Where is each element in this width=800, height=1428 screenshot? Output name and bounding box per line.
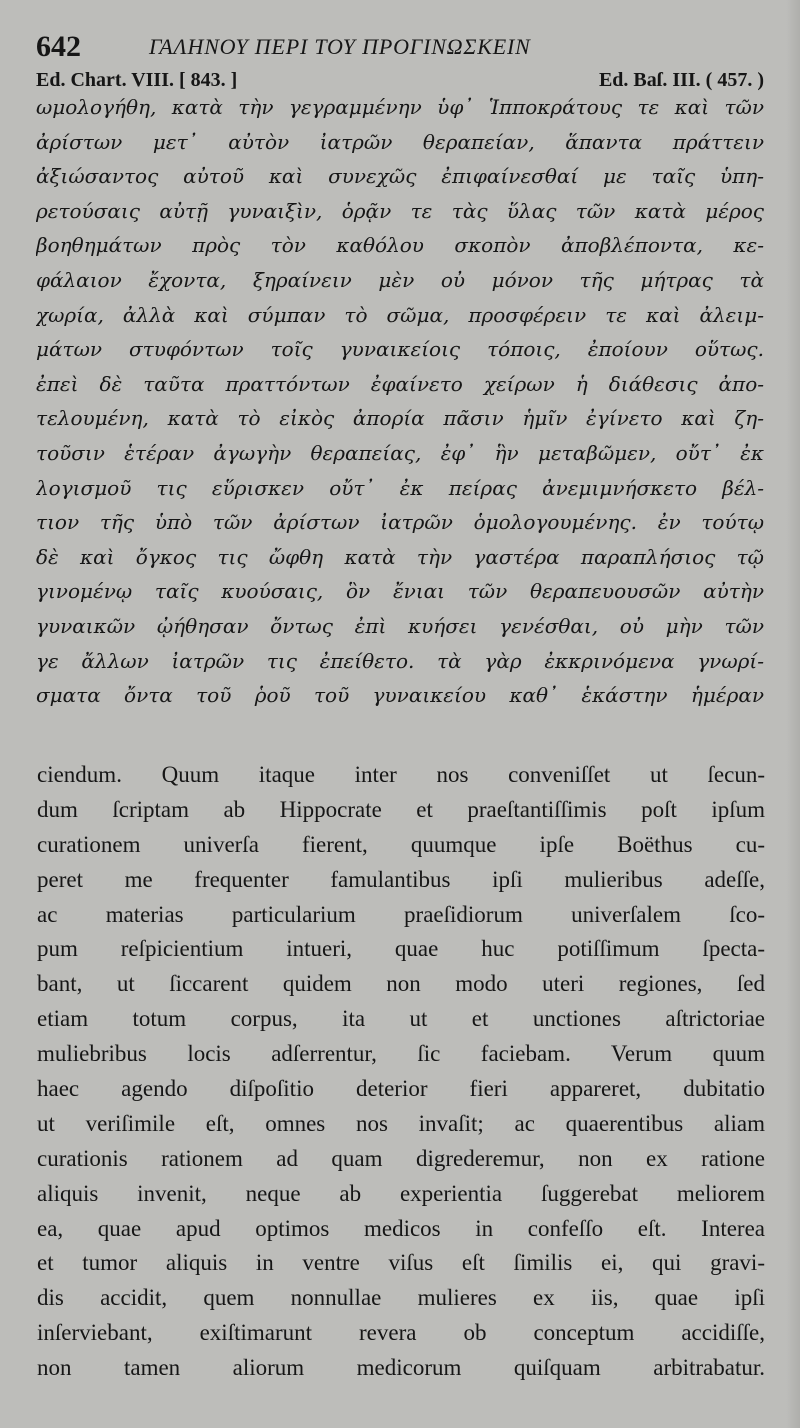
greek-line: τιον τῆς ὑπὸ τῶν ἀρίστων ἰατρῶν ὁμολογουμένης. ἐν τούτῳ xyxy=(36,510,764,535)
latin-line: curationis rationem ad quam digrederemur, non ex ratione xyxy=(37,1145,765,1171)
latin-line: curationem univerſa fierent, quumque ipſe Boëthus cu- xyxy=(37,831,765,857)
greek-line: χωρία, ἀλλὰ καὶ σύμπαν τὸ σῶμα, προσφέρειν τε καὶ ἀλειμ- xyxy=(36,302,764,327)
latin-line: bant, ut ſiccarent quidem non modo uteri regiones, ſed xyxy=(37,971,765,997)
latin-line: dum ſcriptam ab Hippocrate et praeſtantiſſimis poſt ipſum xyxy=(37,796,765,822)
latin-line: peret me frequenter famulantibus ipſi mulieribus adeſſe, xyxy=(37,866,765,892)
greek-line: ἀρίστων μετ᾽ αὐτὸν ἰατρῶν θεραπείαν, ἅπαντα πράττειν xyxy=(36,129,764,154)
greek-line: γε ἄλλων ἰατρῶν τις ἐπείθετο. τὰ γὰρ ἐκκρινόμενα γνωρί- xyxy=(36,648,764,673)
edition-basel-reference: Ed. Baſ. III. ( 457. ) xyxy=(598,69,764,91)
page-header xyxy=(36,30,766,64)
greek-line: λογισμοῦ τις εὕρισκεν οὔτ᾽ ἐκ πείρας ἀνεμιμνήσκετο βέλ- xyxy=(36,475,764,500)
running-title: ΓΑΛΗΝΟΥ ΠΕΡΙ ΤΟΥ ΠΡΟΓΙΝΩΣΚΕΙΝ xyxy=(149,34,531,59)
latin-line: ea, quae apud optimos medicos in confeſſo eſt. Interea xyxy=(37,1215,765,1241)
greek-line: βοηθημάτων πρὸς τὸν καθόλου σκοπὸν ἀποβλέποντα, κε- xyxy=(36,233,764,258)
latin-line: ut veriſimile eſt, omnes nos invaſit; ac quaerentibus aliam xyxy=(37,1110,765,1136)
latin-line: dis accidit, quem nonnullae mulieres ex iis, quae ipſi xyxy=(37,1285,765,1311)
latin-line: aliquis invenit, neque ab experientia ſuggerebat meliorem xyxy=(37,1180,765,1206)
latin-line: etiam totum corpus, ita ut et unctiones aſtrictoriae xyxy=(37,1006,765,1032)
greek-line: φάλαιον ἔχοντα, ξηραίνειν μὲν οὐ μόνον τῆς μήτρας τὰ xyxy=(36,267,764,292)
greek-line: σματα ὄντα τοῦ ῥοῦ τοῦ γυναικείου καθ᾽ ἑκάστην ἡμέραν xyxy=(36,683,764,708)
greek-line: τοῦσιν ἑτέραν ἀγωγὴν θεραπείας, ἐφ᾽ ἣν μεταβῶμεν, οὔτ᾽ ἐκ xyxy=(36,440,764,465)
latin-line: ciendum. Quum itaque inter nos conveniſſet ut ſecun- xyxy=(37,762,765,787)
edition-chartier-reference: Ed. Chart. VIII. [ 843. ] xyxy=(36,69,238,91)
greek-line: ἀξιώσαντος αὐτοῦ καὶ συνεχῶς ἐπιφαίνεσθαί με ταῖς ὑπη- xyxy=(36,164,764,189)
latin-line: muliebribus locis adſerrentur, ſic faciebam. Verum quum xyxy=(37,1041,765,1067)
greek-line: μάτων στυφόντων τοῖς γυναικείοις τόποις, ἐποίουν οὕτως. xyxy=(36,337,764,362)
latin-line: ac materias particularium praeſidiorum univerſalem ſco- xyxy=(37,901,765,927)
greek-line: τελουμένη, κατὰ τὸ εἰκὸς ἀπορία πᾶσιν ἡμῖν ἐγίνετο καὶ ζη- xyxy=(36,406,764,431)
greek-line: γινομένῳ ταῖς κυούσαις, ὃν ἔνιαι τῶν θεραπευουσῶν αὐτὴν xyxy=(36,579,764,604)
latin-line: non tamen aliorum medicorum quiſquam arbitrabatur. xyxy=(37,1355,765,1381)
latin-line: et tumor aliquis in ventre viſus eſt ſimilis ei, qui gravi- xyxy=(37,1250,765,1276)
greek-text-block xyxy=(36,90,764,713)
latin-line: haec agendo diſpoſitio deterior fieri appareret, dubitatio xyxy=(37,1076,765,1102)
greek-line: δὲ καὶ ὄγκος τις ὤφθη κατὰ τὴν γαστέρα παραπλήσιος τῷ xyxy=(36,544,764,569)
latin-line: pum reſpicientium intueri, quae huc potiſſimum ſpecta- xyxy=(37,936,765,962)
greek-line: ἐπεὶ δὲ ταῦτα πραττόντων ἐφαίνετο χείρων ἡ διάθεσις ἀπο- xyxy=(36,371,764,396)
greek-line: ωμολογήθη, κατὰ τὴν γεγραμμένην ὑφ᾽ Ἱπποκράτους τε καὶ τῶν xyxy=(36,95,764,119)
latin-text-block xyxy=(37,758,765,1386)
page-number: 642 xyxy=(36,30,81,63)
greek-line: ρετούσαις αὐτῇ γυναιξὶν, ὁρᾷν τε τὰς ὕλας τῶν κατὰ μέρος xyxy=(36,198,764,223)
latin-line: inſerviebant, exiſtimarunt revera ob conceptum accidiſſe, xyxy=(37,1320,765,1346)
page-edge-shadow xyxy=(786,0,800,1428)
greek-line: γυναικῶν ᾠήθησαν ὄντως ἐπὶ κυήσει γενέσθαι, οὐ μὴν τῶν xyxy=(36,613,764,638)
